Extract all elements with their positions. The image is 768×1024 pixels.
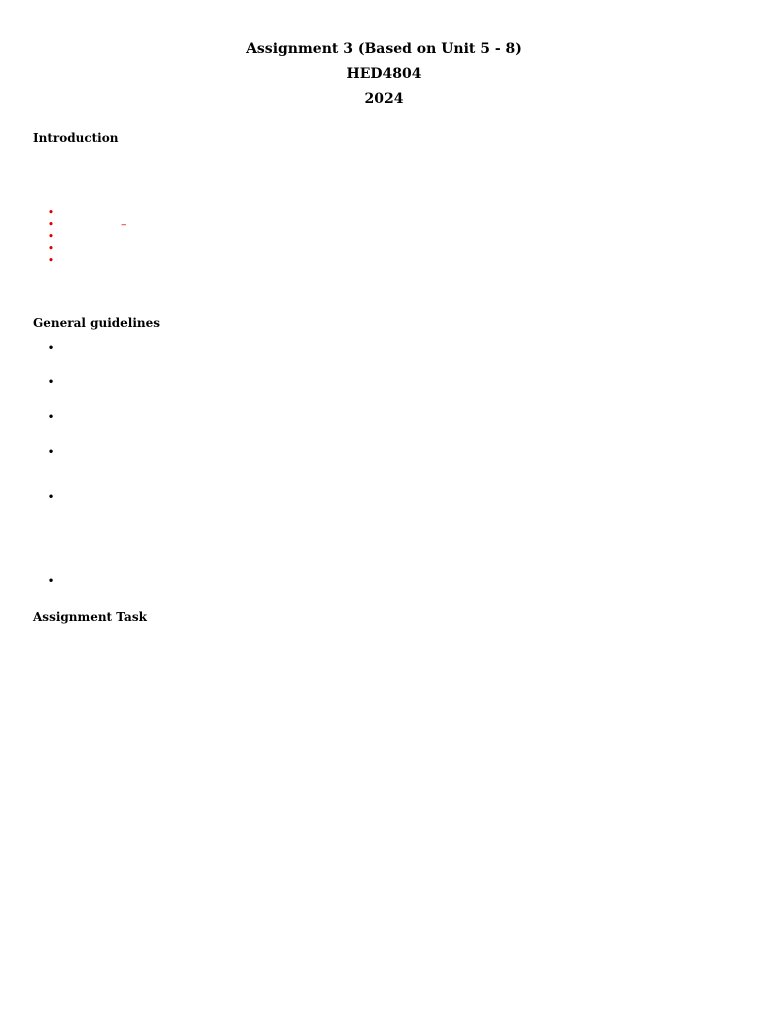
introduction-heading: Introduction [33, 131, 119, 145]
document-title: Assignment 3 (Based on Unit 5 - 8) [246, 41, 522, 57]
assignment-task-heading: Assignment Task [33, 610, 147, 624]
list-item-bullet: • [47, 574, 55, 588]
list-item-bullet: • [47, 230, 55, 243]
list-item-bullet: • [47, 410, 55, 424]
list-item-bullet: • [47, 375, 55, 389]
list-item-bullet: • [47, 242, 55, 255]
list-item-bullet: • [47, 206, 55, 219]
list-item-bullet: • [47, 254, 55, 267]
list-item-bullet: • [47, 218, 55, 231]
document-year: 2024 [364, 91, 404, 107]
general-guidelines-heading: General guidelines [33, 316, 161, 330]
list-item-bullet: • [47, 445, 55, 459]
course-code: HED4804 [346, 66, 422, 82]
list-item-bullet: • [47, 341, 55, 355]
list-item-dash: – [121, 218, 127, 231]
list-item-bullet: • [47, 490, 55, 504]
